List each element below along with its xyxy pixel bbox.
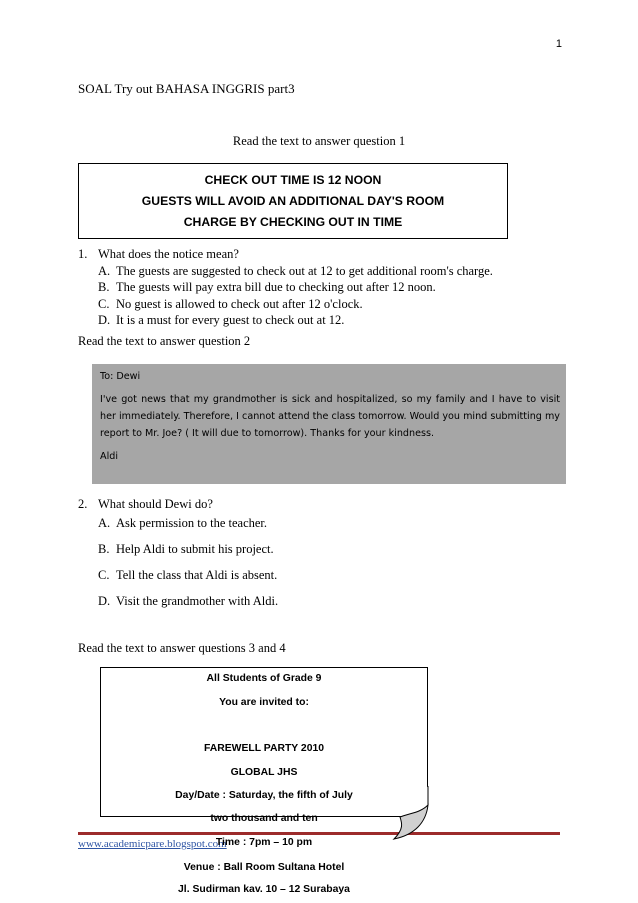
notice-box [78, 163, 508, 239]
letter-box [92, 364, 566, 484]
invitation-line: Time : 7pm – 10 pm [215, 837, 313, 848]
invitation-line: FAREWELL PARTY 2010 [203, 743, 325, 754]
question-number: 2. [78, 497, 88, 511]
footer-link[interactable]: www.academicpare.blogspot.com [78, 838, 227, 850]
question-text: What does the notice mean? [98, 247, 239, 261]
question-1 [78, 246, 493, 329]
invitation-line: Venue : Ball Room Sultana Hotel [183, 862, 345, 873]
invitation-line: Day/Date : Saturday, the fifth of July [175, 790, 353, 801]
option-b: B. The guests will pay extra bill due to checking out after 12 noon. [98, 280, 436, 294]
letter-body: I've got news that my grandmother is sick and hospitalized, so my family and I have to visit her immediately. Therefore, I cannot attend the class tomorrow. Would you mind submitting my report to Mr. Joe? ( It will due to tomorrow). Thanks for your kindness. [100, 394, 560, 439]
instruction-q3-4: Read the text to answer questions 3 and 4 [78, 641, 286, 655]
page-number: 1 [555, 38, 562, 50]
option-a: A. Ask permission to the teacher. [98, 515, 268, 530]
notice-line: CHARGE BY CHECKING OUT IN TIME [183, 215, 403, 229]
document-header: SOAL Try out BAHASA INGGRIS part3 [78, 81, 295, 96]
invitation-line: All Students of Grade 9 [206, 673, 322, 684]
question-text: What should Dewi do? [98, 497, 213, 511]
invitation-line: Jl. Sudirman kav. 10 – 12 Surabaya [178, 884, 350, 895]
invitation-line: two thousand and ten [210, 813, 318, 824]
notice-line: GUESTS WILL AVOID AN ADDITIONAL DAY'S ROOM [141, 194, 445, 208]
invitation-line: GLOBAL JHS [230, 767, 298, 778]
option-b: B. Help Aldi to submit his project. [98, 541, 274, 556]
option-c: C. Tell the class that Aldi is absent. [98, 567, 278, 582]
invitation-line: You are invited to: [219, 697, 309, 708]
instruction-q1: Read the text to answer question 1 [232, 134, 406, 148]
option-a: A. The guests are suggested to check out at 12 to get additional room's charge. [98, 263, 493, 278]
option-d: D. Visit the grandmother with Aldi. [98, 593, 279, 608]
instruction-q2: Read the text to answer question 2 [78, 334, 251, 348]
question-number: 1. [78, 247, 88, 261]
footer-divider [78, 832, 560, 835]
option-d: D. It is a must for every guest to check out at 12. [98, 313, 345, 327]
option-c: C. No guest is allowed to check out after 12 o'clock. [98, 296, 363, 311]
notice-line: CHECK OUT TIME IS 12 NOON [204, 173, 382, 187]
letter-recipient: To: Dewi [100, 371, 141, 382]
question-2 [78, 496, 278, 619]
letter-signature: Aldi [100, 451, 118, 462]
